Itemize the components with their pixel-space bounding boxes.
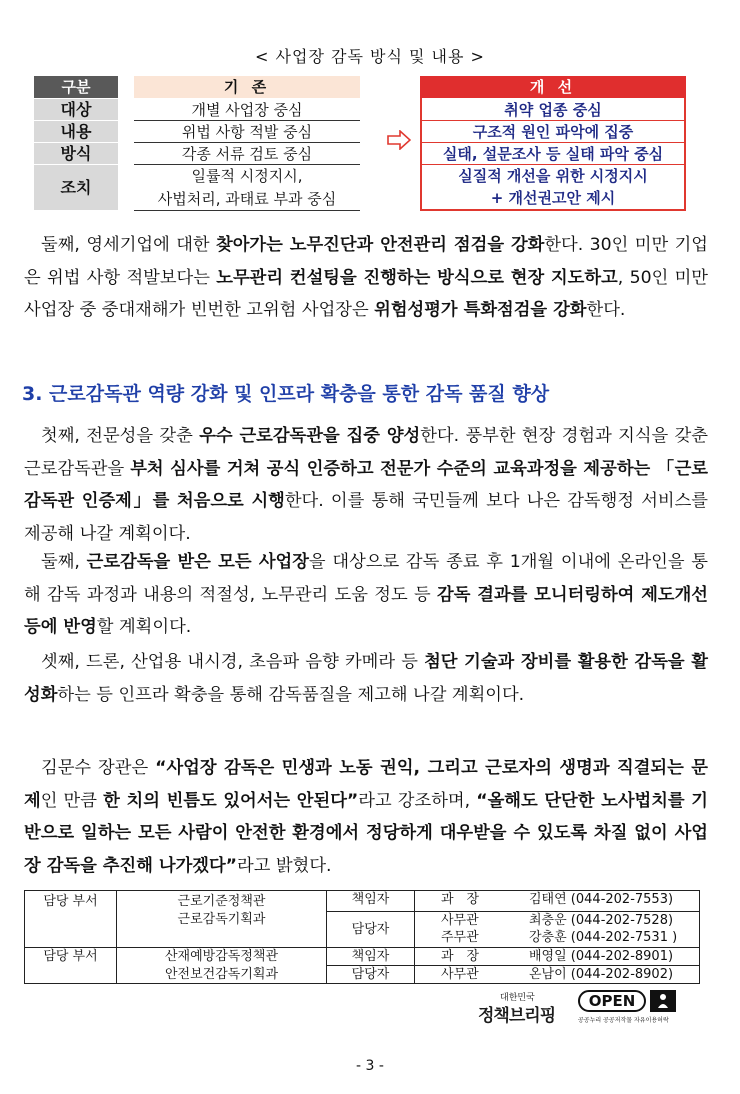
person: 배영일 (044-202-8901) [529, 949, 674, 964]
dept-name: 산재예방감독정책관 [164, 949, 279, 964]
contact-staff [415, 966, 700, 984]
text: 한다. 풍부한 현장 경험과 지식을 갖춘 근로감독관을 [24, 426, 709, 479]
emphasis: 찾아가는 노무진단과 안전관리 점검을 강화 [216, 235, 545, 255]
section-title: 3. 근로감독관 역량 강화 및 인프라 확충을 통한 감독 품질 향상 [22, 383, 550, 405]
person: 최충운 (044-202-7528) [529, 913, 674, 928]
title: 사무관 [441, 913, 479, 928]
old-action [134, 165, 360, 211]
new-action-line1: 실질적 개선을 위한 시정지시 [458, 167, 648, 185]
text: , 50인 미만 사업장 중 중대재해가 빈번한 고위험 사업장은 [24, 267, 708, 320]
title: 사무관 [441, 967, 479, 982]
text: 을 대상으로 감독 종료 후 1개월 이내에 온라인을 통해 감독 과정과 내용의 적절성, 노무관리 도움 정도 등 [24, 552, 709, 605]
dept-label: 담당 부서 [25, 891, 117, 948]
old-header: 기 존 [134, 76, 360, 98]
text: 인 만큼 [40, 790, 104, 811]
new-method: 실태, 설문조사 등 실태 파악 중심 [422, 143, 684, 165]
paragraph-inspector-training [24, 420, 708, 550]
open-license-logo [578, 990, 696, 1024]
old-action-line2: 사법처리, 과태료 부과 중심 [157, 190, 337, 208]
emphasis: 위험성평가 특화점검을 강화 [374, 300, 587, 320]
title: 과 장 [441, 892, 480, 907]
dept-group2 [117, 948, 327, 984]
emphasis: 감독 결과를 모니터링하여 제도개선 등에 반영 [24, 584, 708, 637]
title: 과 장 [441, 949, 480, 964]
dept-name: 근로기준정책관 [177, 894, 266, 909]
attribution-icon [650, 990, 676, 1012]
text: 둘째, [41, 552, 87, 572]
text: 라고 밝혔다. [237, 855, 332, 876]
text: 둘째, 영세기업에 대한 [41, 235, 217, 255]
emphasis: 첨단 기술과 장비를 활용한 감독을 활성화 [24, 652, 708, 705]
text: 한다. 30인 미만 기업은 위법 사항 적발보다는 [24, 235, 708, 288]
contact-head [415, 891, 700, 912]
logo-small-text: 대한민국 [500, 993, 535, 1003]
new-target: 취약 업종 중심 [422, 99, 684, 121]
text: 한다. 이를 통해 국민들께 보다 나은 감독행정 서비스를 제공해 나갈 계획이다. [24, 491, 708, 544]
contact-head [415, 948, 700, 966]
text: 첫째, 전문성을 갖춘 [41, 426, 200, 446]
text: 셋째, 드론, 산업용 내시경, 초음파 음향 카메라 등 [41, 652, 425, 672]
row-label-content: 내용 [34, 121, 118, 143]
emphasis: 우수 근로감독관을 집중 양성 [199, 426, 421, 446]
emphasis: “올해도 단단한 노사법치를 기반으로 일하는 모든 사람이 안전한 환경에서 정당하게 대우받을 수 있도록 차질 없이 사업장 감독을 추진해 나가겠다” [24, 790, 708, 876]
new-header: 개 선 [420, 76, 686, 98]
role-head: 책임자 [327, 891, 415, 912]
open-text: OPEN [578, 990, 646, 1012]
role-staff: 담당자 [327, 966, 415, 984]
role-head: 책임자 [327, 948, 415, 966]
dept-name: 안전보건감독기획과 [164, 967, 279, 982]
text: 라고 강조하며, [358, 790, 477, 811]
right-arrow-icon [387, 130, 411, 150]
person: 김태연 (044-202-7553) [529, 892, 674, 907]
emphasis: 근로감독을 받은 모든 사업장 [86, 552, 309, 572]
open-sub-text: 공공누리 공공저작물 자유이용허락 [578, 1017, 669, 1024]
dept-group1 [117, 891, 327, 948]
dept-name: 근로감독기획과 [177, 912, 266, 927]
old-target: 개별 사업장 중심 [134, 99, 360, 121]
paragraph-technology [24, 646, 708, 711]
text: 김문수 장관은 [41, 758, 156, 778]
title: 주무관 [441, 930, 479, 945]
policy-briefing-logo [478, 990, 568, 1024]
old-content: 위법 사항 적발 중심 [134, 121, 360, 143]
row-label-target: 대상 [34, 99, 118, 121]
row-label-action: 조치 [34, 165, 118, 211]
dept-label: 담당 부서 [25, 948, 117, 984]
new-content: 구조적 원인 파악에 집중 [422, 121, 684, 143]
person: 강충훈 (044-202-7531 ) [529, 930, 678, 945]
logo-main-text: 정책브리핑 [478, 1006, 556, 1026]
contact-table [24, 890, 700, 984]
row-label-method: 방식 [34, 143, 118, 165]
emphasis: 한 치의 빈틈도 있어서는 안된다” [103, 790, 359, 811]
contact-staff [415, 912, 700, 948]
table-caption: < 사업장 감독 방식 및 내용 > [255, 47, 485, 66]
emphasis: “사업장 감독은 민생과 노동 권익, 그리고 근로자의 생명과 직결되는 문제 [24, 758, 708, 811]
new-action-line2: + 개선권고안 제시 [490, 189, 616, 207]
label-header: 구분 [34, 76, 118, 98]
page-number: - 3 - [356, 1058, 384, 1074]
text: 할 계획이다. [96, 617, 192, 637]
text: 한다. [586, 300, 626, 320]
paragraph-small-business [24, 229, 708, 327]
paragraph-minister-quote [24, 752, 708, 882]
emphasis: 부처 심사를 거쳐 공식 인증하고 전문가 수준의 교육과정을 제공하는 「근로감독관 인증제」를 처음으로 시행 [24, 458, 708, 511]
person: 온남이 (044-202-8902) [529, 967, 674, 982]
emphasis: 노무관리 컨설팅을 진행하는 방식으로 현장 지도하고 [216, 267, 618, 288]
old-action-line1: 일률적 시정지시, [191, 167, 303, 185]
old-method: 각종 서류 검토 중심 [134, 143, 360, 165]
paragraph-monitoring [24, 546, 708, 644]
new-action [422, 165, 684, 209]
role-staff: 담당자 [327, 912, 415, 948]
text: 하는 등 인프라 확충을 통해 감독품질을 제고해 나갈 계획이다. [57, 684, 525, 705]
